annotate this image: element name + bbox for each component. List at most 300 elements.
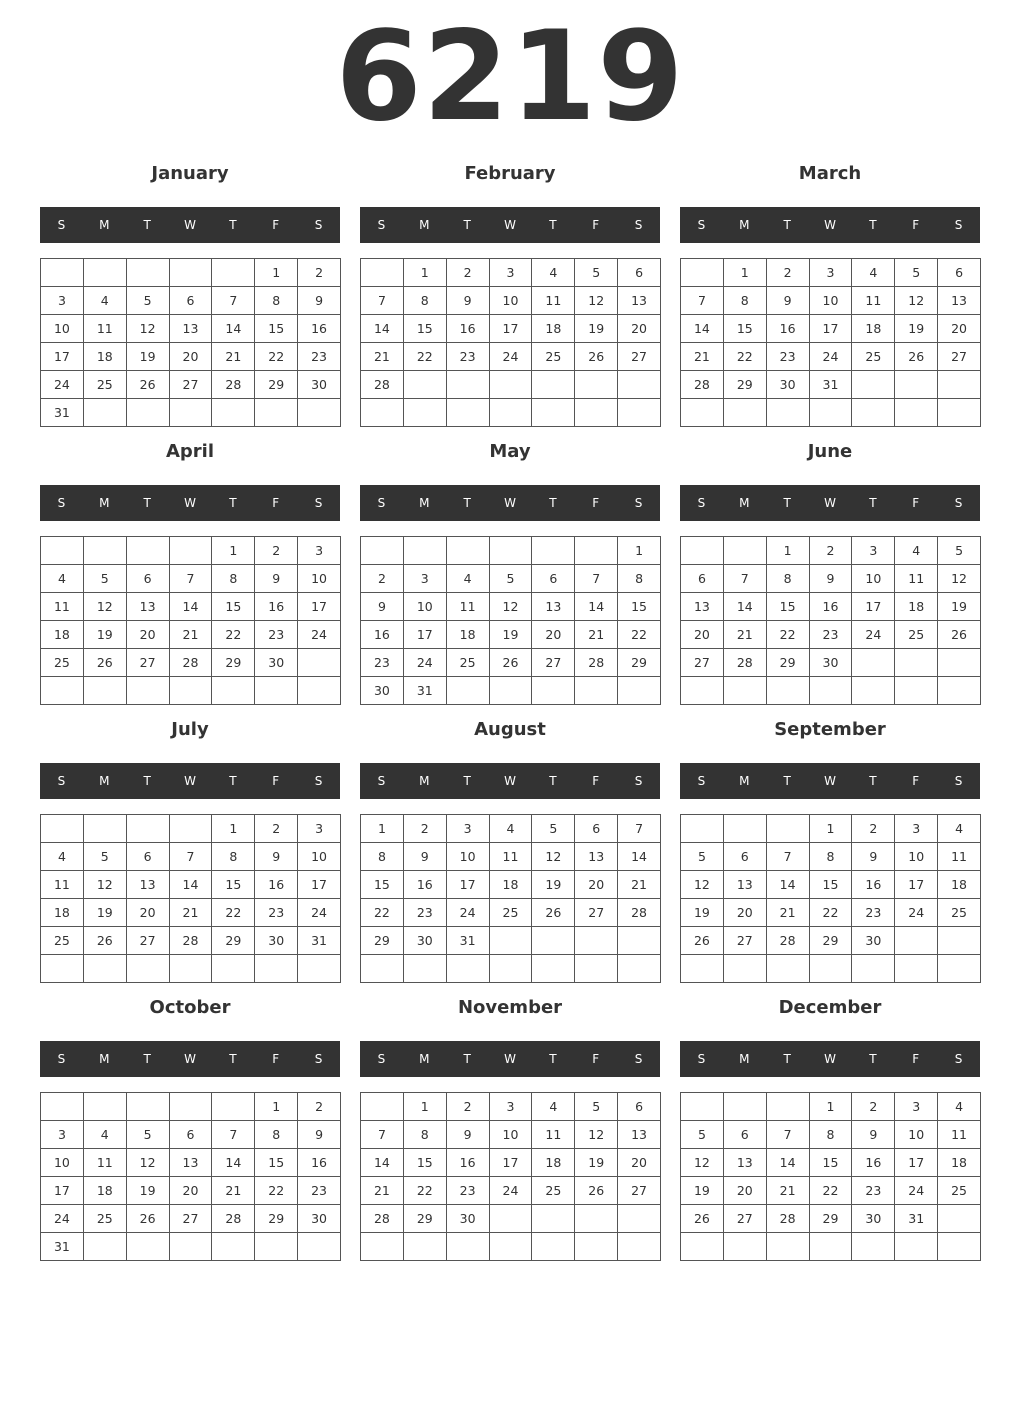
day-cell: 27 (618, 1177, 661, 1205)
day-cell: 20 (938, 315, 981, 343)
day-cell: 7 (681, 287, 724, 315)
day-cell: 23 (404, 899, 447, 927)
month-name: February (464, 163, 556, 184)
weekday-label: F (912, 496, 920, 510)
empty-day-cell (938, 955, 981, 983)
day-cell: 26 (575, 343, 618, 371)
day-cell: 15 (212, 871, 255, 899)
day-cell: 30 (361, 677, 404, 705)
empty-day-cell (170, 677, 213, 705)
day-cell: 15 (255, 315, 298, 343)
day-cell: 7 (170, 843, 213, 871)
day-cell: 28 (618, 899, 661, 927)
weekday-label: M (419, 218, 430, 232)
day-cell: 22 (255, 343, 298, 371)
day-cell: 3 (41, 1121, 84, 1149)
day-cell: 2 (404, 815, 447, 843)
day-cell: 10 (298, 843, 341, 871)
day-cell: 18 (532, 315, 575, 343)
day-cell: 20 (127, 621, 170, 649)
weekday-label: S (314, 496, 323, 510)
day-cell: 21 (767, 1177, 810, 1205)
day-cell: 16 (447, 1149, 490, 1177)
day-cell: 12 (127, 315, 170, 343)
empty-day-cell (852, 677, 895, 705)
empty-day-cell (532, 677, 575, 705)
weekday-label: S (314, 1052, 323, 1066)
day-cell: 5 (490, 565, 533, 593)
day-cell: 17 (41, 1177, 84, 1205)
day-cell: 16 (255, 593, 298, 621)
day-cell: 14 (170, 593, 213, 621)
day-cell: 5 (84, 565, 127, 593)
empty-day-cell (852, 399, 895, 427)
day-cell: 25 (532, 343, 575, 371)
empty-day-cell (84, 537, 127, 565)
empty-day-cell (938, 371, 981, 399)
weekday-label: W (184, 496, 196, 510)
day-cell: 13 (724, 1149, 767, 1177)
month-name: May (489, 441, 531, 462)
day-cell: 30 (404, 927, 447, 955)
day-cell: 8 (724, 287, 767, 315)
day-grid (40, 258, 341, 427)
day-cell: 1 (724, 259, 767, 287)
day-cell: 21 (361, 1177, 404, 1205)
month-name: October (149, 997, 231, 1018)
empty-day-cell (938, 649, 981, 677)
weekday-label: M (419, 1052, 430, 1066)
day-cell: 23 (447, 1177, 490, 1205)
day-cell: 23 (447, 343, 490, 371)
empty-day-cell (852, 649, 895, 677)
day-cell: 9 (298, 287, 341, 315)
empty-day-cell (361, 955, 404, 983)
day-cell: 14 (681, 315, 724, 343)
day-cell: 8 (767, 565, 810, 593)
weekday-label: M (419, 774, 430, 788)
weekday-label: T (229, 1052, 237, 1066)
weekday-label: T (143, 774, 151, 788)
weekday-header (40, 763, 340, 799)
day-cell: 8 (810, 843, 853, 871)
empty-day-cell (490, 1233, 533, 1261)
empty-day-cell (895, 677, 938, 705)
empty-day-cell (361, 399, 404, 427)
weekday-label: M (739, 496, 750, 510)
day-cell: 8 (618, 565, 661, 593)
day-cell: 4 (938, 815, 981, 843)
day-cell: 7 (361, 287, 404, 315)
empty-day-cell (618, 371, 661, 399)
empty-day-cell (575, 677, 618, 705)
weekday-label: F (592, 774, 600, 788)
day-cell: 29 (255, 371, 298, 399)
month-april (40, 437, 340, 707)
day-cell: 25 (447, 649, 490, 677)
day-cell: 7 (767, 843, 810, 871)
empty-day-cell (767, 1233, 810, 1261)
weekday-header (680, 763, 980, 799)
day-cell: 24 (895, 1177, 938, 1205)
weekday-label: S (954, 774, 963, 788)
day-cell: 7 (361, 1121, 404, 1149)
day-cell: 3 (298, 537, 341, 565)
month-name: December (778, 997, 882, 1018)
day-cell: 29 (212, 927, 255, 955)
empty-day-cell (767, 815, 810, 843)
day-cell: 12 (84, 871, 127, 899)
day-cell: 31 (810, 371, 853, 399)
weekday-header (360, 763, 660, 799)
weekday-label: T (783, 496, 791, 510)
empty-day-cell (447, 371, 490, 399)
day-cell: 14 (361, 1149, 404, 1177)
weekday-label: T (143, 1052, 151, 1066)
weekday-label: F (272, 496, 280, 510)
day-cell: 27 (127, 927, 170, 955)
day-cell: 23 (852, 1177, 895, 1205)
weekday-label: M (99, 496, 110, 510)
empty-day-cell (532, 1233, 575, 1261)
day-cell: 18 (84, 343, 127, 371)
day-cell: 11 (938, 1121, 981, 1149)
weekday-label: S (634, 774, 643, 788)
empty-day-cell (681, 399, 724, 427)
day-cell: 30 (852, 927, 895, 955)
month-february (360, 159, 660, 429)
day-cell: 13 (127, 871, 170, 899)
day-cell: 12 (490, 593, 533, 621)
weekday-label: W (824, 218, 836, 232)
month-name: April (165, 441, 215, 462)
empty-day-cell (490, 677, 533, 705)
empty-day-cell (852, 955, 895, 983)
day-cell: 13 (618, 1121, 661, 1149)
weekday-header (680, 207, 980, 243)
day-grid (680, 1092, 981, 1261)
day-cell: 2 (361, 565, 404, 593)
empty-day-cell (127, 259, 170, 287)
day-cell: 17 (490, 1149, 533, 1177)
day-cell: 17 (810, 315, 853, 343)
day-cell: 22 (618, 621, 661, 649)
weekday-label: S (314, 218, 323, 232)
empty-day-cell (618, 927, 661, 955)
day-cell: 28 (681, 371, 724, 399)
day-cell: 6 (127, 843, 170, 871)
day-cell: 17 (895, 1149, 938, 1177)
day-cell: 26 (681, 1205, 724, 1233)
empty-day-cell (681, 537, 724, 565)
weekday-header (360, 1041, 660, 1077)
day-cell: 19 (532, 871, 575, 899)
day-cell: 17 (852, 593, 895, 621)
empty-day-cell (490, 1205, 533, 1233)
empty-day-cell (170, 399, 213, 427)
day-cell: 31 (41, 1233, 84, 1261)
empty-day-cell (170, 815, 213, 843)
day-cell: 6 (127, 565, 170, 593)
day-cell: 19 (681, 899, 724, 927)
day-grid (40, 536, 341, 705)
day-cell: 23 (298, 343, 341, 371)
empty-day-cell (84, 1093, 127, 1121)
empty-day-cell (490, 927, 533, 955)
month-december (680, 993, 980, 1263)
weekday-label: T (463, 774, 471, 788)
day-cell: 15 (361, 871, 404, 899)
weekday-label: S (634, 496, 643, 510)
empty-day-cell (532, 927, 575, 955)
day-cell: 17 (895, 871, 938, 899)
day-cell: 21 (618, 871, 661, 899)
day-cell: 28 (170, 649, 213, 677)
day-cell: 5 (895, 259, 938, 287)
empty-day-cell (41, 955, 84, 983)
day-cell: 4 (532, 1093, 575, 1121)
weekday-label: F (272, 1052, 280, 1066)
day-cell: 26 (532, 899, 575, 927)
day-cell: 4 (447, 565, 490, 593)
day-cell: 10 (895, 1121, 938, 1149)
weekday-label: S (954, 496, 963, 510)
day-cell: 16 (404, 871, 447, 899)
day-cell: 10 (852, 565, 895, 593)
day-grid (360, 536, 661, 705)
month-november (360, 993, 660, 1263)
day-cell: 20 (170, 1177, 213, 1205)
day-cell: 25 (490, 899, 533, 927)
empty-day-cell (84, 399, 127, 427)
day-cell: 10 (490, 1121, 533, 1149)
weekday-label: W (824, 496, 836, 510)
empty-day-cell (618, 677, 661, 705)
day-cell: 20 (618, 315, 661, 343)
day-cell: 29 (212, 649, 255, 677)
day-cell: 21 (212, 343, 255, 371)
day-cell: 29 (810, 927, 853, 955)
day-grid (360, 1092, 661, 1261)
empty-day-cell (810, 677, 853, 705)
empty-day-cell (618, 1233, 661, 1261)
day-cell: 11 (84, 1149, 127, 1177)
weekday-label: W (824, 774, 836, 788)
day-cell: 20 (724, 1177, 767, 1205)
day-cell: 9 (447, 287, 490, 315)
day-cell: 29 (767, 649, 810, 677)
weekday-label: S (954, 218, 963, 232)
day-cell: 26 (84, 649, 127, 677)
day-cell: 22 (810, 899, 853, 927)
day-cell: 17 (447, 871, 490, 899)
day-cell: 10 (447, 843, 490, 871)
day-cell: 17 (41, 343, 84, 371)
empty-day-cell (41, 677, 84, 705)
weekday-label: T (463, 496, 471, 510)
weekday-label: S (697, 496, 706, 510)
empty-day-cell (532, 955, 575, 983)
day-cell: 31 (895, 1205, 938, 1233)
day-cell: 5 (127, 287, 170, 315)
weekday-label: F (912, 218, 920, 232)
day-cell: 16 (255, 871, 298, 899)
day-cell: 15 (767, 593, 810, 621)
day-cell: 28 (212, 1205, 255, 1233)
day-cell: 6 (681, 565, 724, 593)
day-cell: 6 (575, 815, 618, 843)
day-grid (360, 258, 661, 427)
day-cell: 7 (170, 565, 213, 593)
empty-day-cell (895, 955, 938, 983)
weekday-label: F (592, 496, 600, 510)
day-cell: 1 (767, 537, 810, 565)
empty-day-cell (298, 955, 341, 983)
day-cell: 6 (724, 843, 767, 871)
day-cell: 27 (575, 899, 618, 927)
empty-day-cell (404, 955, 447, 983)
weekday-label: W (504, 218, 516, 232)
empty-day-cell (361, 1233, 404, 1261)
empty-day-cell (490, 371, 533, 399)
day-cell: 22 (212, 899, 255, 927)
day-cell: 1 (255, 1093, 298, 1121)
empty-day-cell (212, 259, 255, 287)
day-cell: 9 (361, 593, 404, 621)
day-cell: 30 (255, 927, 298, 955)
day-cell: 7 (618, 815, 661, 843)
day-cell: 25 (41, 927, 84, 955)
day-cell: 27 (532, 649, 575, 677)
day-cell: 4 (41, 843, 84, 871)
empty-day-cell (170, 1233, 213, 1261)
empty-day-cell (767, 955, 810, 983)
day-cell: 2 (447, 259, 490, 287)
weekday-label: M (99, 218, 110, 232)
day-cell: 2 (255, 815, 298, 843)
month-name: January (151, 163, 229, 184)
weekday-label: S (57, 774, 66, 788)
day-cell: 23 (810, 621, 853, 649)
empty-day-cell (852, 371, 895, 399)
day-cell: 20 (127, 899, 170, 927)
day-cell: 20 (170, 343, 213, 371)
empty-day-cell (724, 537, 767, 565)
day-cell: 23 (255, 621, 298, 649)
day-grid (40, 814, 341, 983)
empty-day-cell (127, 537, 170, 565)
empty-day-cell (681, 259, 724, 287)
day-cell: 31 (404, 677, 447, 705)
day-cell: 10 (41, 1149, 84, 1177)
day-cell: 9 (255, 843, 298, 871)
month-may (360, 437, 660, 707)
day-cell: 14 (361, 315, 404, 343)
month-name: August (474, 719, 546, 740)
day-cell: 6 (170, 287, 213, 315)
empty-day-cell (404, 537, 447, 565)
day-cell: 15 (724, 315, 767, 343)
day-cell: 16 (852, 1149, 895, 1177)
day-cell: 24 (298, 899, 341, 927)
day-cell: 12 (681, 871, 724, 899)
empty-day-cell (724, 1093, 767, 1121)
day-cell: 23 (255, 899, 298, 927)
empty-day-cell (724, 399, 767, 427)
weekday-header (360, 485, 660, 521)
day-cell: 28 (575, 649, 618, 677)
weekday-label: F (272, 774, 280, 788)
day-cell: 19 (84, 621, 127, 649)
weekday-label: S (57, 218, 66, 232)
day-cell: 16 (810, 593, 853, 621)
day-cell: 22 (212, 621, 255, 649)
day-cell: 13 (170, 315, 213, 343)
day-cell: 25 (895, 621, 938, 649)
day-cell: 16 (447, 315, 490, 343)
day-cell: 19 (127, 343, 170, 371)
weekday-label: F (592, 1052, 600, 1066)
day-cell: 4 (41, 565, 84, 593)
empty-day-cell (532, 537, 575, 565)
day-cell: 8 (255, 1121, 298, 1149)
weekday-header (680, 1041, 980, 1077)
day-cell: 8 (212, 565, 255, 593)
empty-day-cell (361, 1093, 404, 1121)
weekday-label: T (143, 496, 151, 510)
day-cell: 21 (681, 343, 724, 371)
day-cell: 21 (575, 621, 618, 649)
empty-day-cell (41, 1093, 84, 1121)
day-cell: 11 (852, 287, 895, 315)
weekday-label: T (463, 218, 471, 232)
day-cell: 10 (41, 315, 84, 343)
day-cell: 20 (532, 621, 575, 649)
day-cell: 27 (938, 343, 981, 371)
day-cell: 9 (298, 1121, 341, 1149)
day-cell: 26 (575, 1177, 618, 1205)
day-cell: 24 (895, 899, 938, 927)
empty-day-cell (575, 955, 618, 983)
weekday-label: T (869, 774, 877, 788)
day-cell: 4 (490, 815, 533, 843)
empty-day-cell (681, 1093, 724, 1121)
weekday-header (40, 1041, 340, 1077)
empty-day-cell (298, 1233, 341, 1261)
weekday-label: T (143, 218, 151, 232)
day-cell: 9 (767, 287, 810, 315)
day-cell: 28 (170, 927, 213, 955)
empty-day-cell (618, 955, 661, 983)
empty-day-cell (84, 1233, 127, 1261)
day-cell: 30 (447, 1205, 490, 1233)
day-cell: 9 (255, 565, 298, 593)
day-cell: 13 (724, 871, 767, 899)
empty-day-cell (127, 1233, 170, 1261)
day-cell: 8 (212, 843, 255, 871)
day-cell: 9 (447, 1121, 490, 1149)
empty-day-cell (490, 399, 533, 427)
empty-day-cell (810, 955, 853, 983)
day-cell: 12 (84, 593, 127, 621)
empty-day-cell (618, 399, 661, 427)
empty-day-cell (170, 955, 213, 983)
day-cell: 6 (724, 1121, 767, 1149)
empty-day-cell (84, 955, 127, 983)
day-cell: 20 (575, 871, 618, 899)
day-cell: 8 (404, 1121, 447, 1149)
empty-day-cell (810, 399, 853, 427)
